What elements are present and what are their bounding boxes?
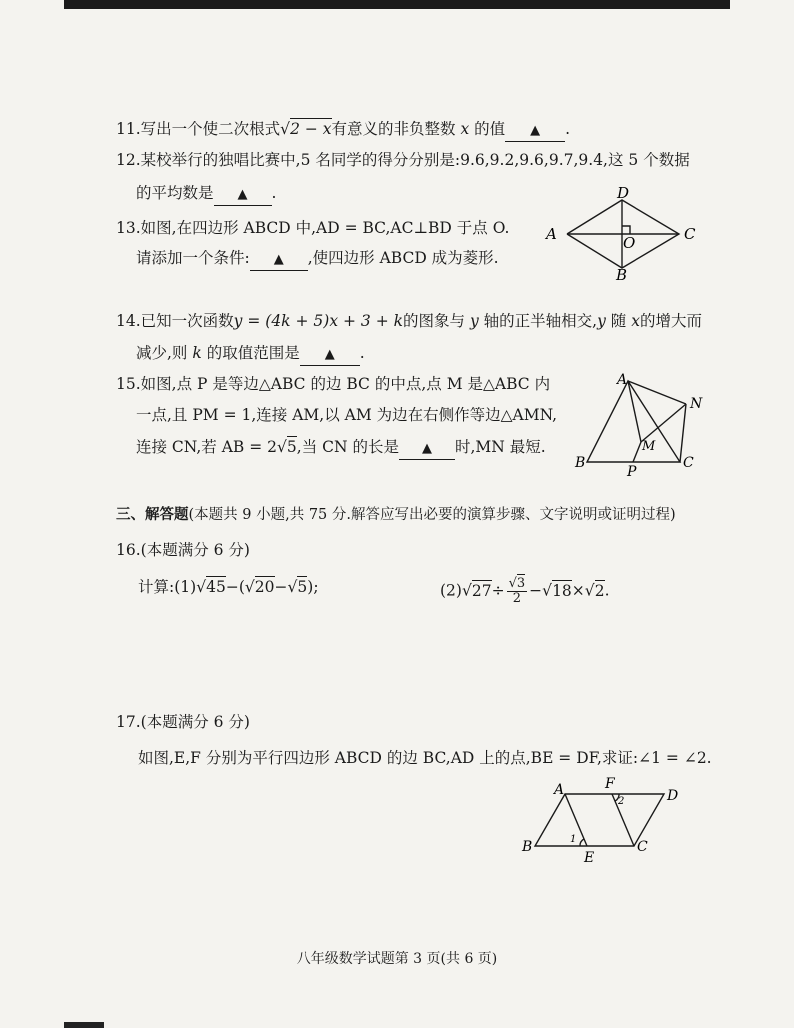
fraction: $\frac{√3}{2}$ — [508, 576, 526, 606]
label-D: D — [617, 184, 630, 202]
label-O: O — [623, 234, 636, 252]
page-footer: 八年级数学试题第 3 页(共 6 页) — [296, 951, 498, 967]
answer-blank: ▲ — [399, 439, 455, 460]
label-angle1: 1 — [570, 834, 577, 845]
question-14-line2: 减少,则 k 的取值范围是 ▲ . — [136, 343, 365, 366]
question-12: 12.某校举行的独唱比赛中,5 名同学的得分分别是:9.6,9.2,9.6,9.7,9.4,这 5 个数据 — [116, 151, 690, 169]
label-M: M — [642, 439, 656, 454]
rhombus-figure — [540, 184, 705, 284]
label-D: D — [667, 788, 679, 804]
parallelogram-figure — [518, 776, 708, 866]
question-16-header: 16.(本题满分 6 分) — [116, 541, 250, 559]
question-17-header: 17.(本题满分 6 分) — [116, 713, 250, 731]
label-A: A — [546, 225, 557, 243]
question-15-line2: 一点,且 PM = 1,连接 AM,以 AM 为边在右侧作等边△AMN, — [136, 406, 558, 424]
question-16-part2: (2)√27÷ $\frac{√3}{2}$ −√18×√2. — [440, 576, 610, 606]
answer-blank: ▲ — [214, 185, 272, 206]
question-15: 15.如图,点 P 是等边△ABC 的边 BC 的中点,点 M 是△ABC 内 — [116, 375, 551, 393]
label-C: C — [683, 455, 694, 471]
label-B: B — [575, 455, 586, 471]
answer-blank: ▲ — [300, 345, 360, 366]
question-16-part1: 计算:(1)√45−(√20−√5); — [138, 578, 319, 596]
label-A: A — [617, 372, 628, 388]
label-A: A — [554, 782, 565, 798]
answer-blank: ▲ — [505, 121, 565, 142]
label-N: N — [690, 396, 703, 412]
question-17-text: 如图,E,F 分别为平行四边形 ABCD 的边 BC,AD 上的点,BE = DF,求证:∠1 = ∠2. — [138, 749, 712, 767]
scan-corner-mark — [64, 1022, 104, 1028]
scan-top-edge — [64, 0, 730, 9]
radical-sign: √ — [280, 120, 291, 138]
answer-blank: ▲ — [250, 250, 308, 271]
question-13: 13.如图,在四边形 ABCD 中,AD = BC,AC⊥BD 于点 O. — [116, 219, 510, 237]
label-F: F — [605, 776, 615, 792]
label-B: B — [616, 266, 628, 284]
question-15-line3: 连接 CN,若 AB = 2√5,当 CN 的长是 ▲ 时,MN 最短. — [136, 437, 546, 460]
question-13-line2: 请添加一个条件: ▲ ,使四边形 ABCD 成为菱形. — [136, 248, 499, 271]
label-B: B — [522, 839, 533, 855]
label-C: C — [684, 225, 696, 243]
formula: y = (4k + 5)x + 3 + k — [233, 312, 403, 330]
label-P: P — [627, 464, 637, 480]
radical-sign: √ — [277, 438, 287, 456]
label-C: C — [637, 839, 648, 855]
label-E: E — [584, 850, 595, 866]
label-angle2: 2 — [618, 796, 625, 807]
triangle-figure — [572, 372, 712, 478]
question-14: 14.已知一次函数y = (4k + 5)x + 3 + k的图象与 y 轴的正半轴相交,y 随 x的增大而 — [116, 312, 703, 330]
question-11: 11.写出一个使二次根式√2 − x有意义的非负整数 x 的值 ▲ . — [116, 119, 570, 142]
question-12-line2: 的平均数是 ▲ . — [136, 183, 276, 206]
section-3-heading: 三、解答题(本题共 9 小题,共 75 分.解答应写出必要的演算步骤、文字说明或证明过程) — [116, 506, 676, 523]
